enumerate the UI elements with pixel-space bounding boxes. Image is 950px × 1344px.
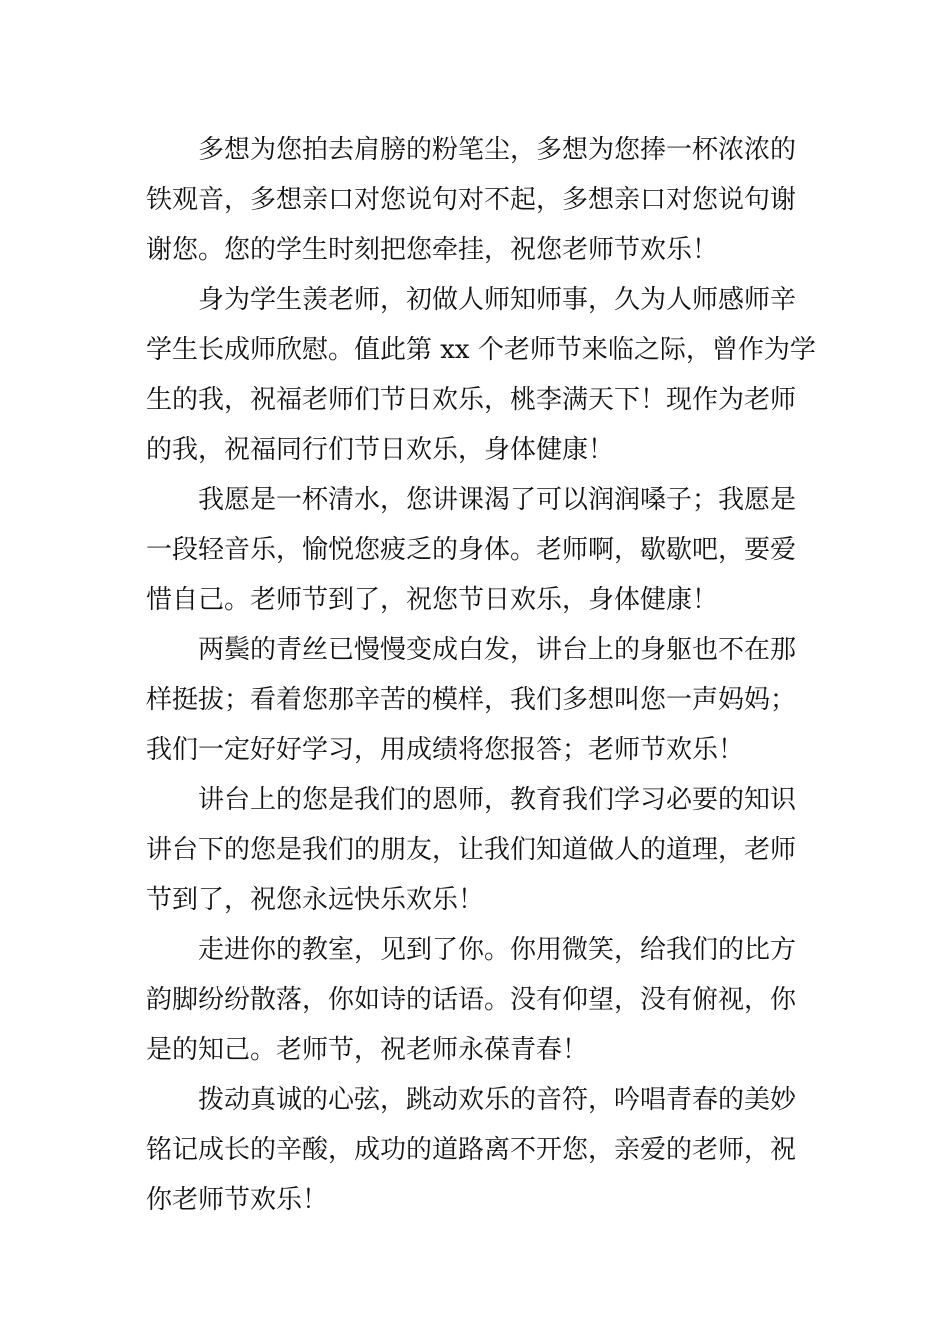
paragraph-line: 拨动真诚的心弦，跳动欢乐的音符，吟唱青春的美妙 — [198, 1085, 797, 1115]
paragraph-line: 学生长成师欣慰。值此第 xx 个老师节来临之际，曾作为学 — [146, 335, 816, 365]
paragraph-line: 走进你的教室，见到了你。你用微笑，给我们的比方 — [198, 935, 797, 965]
paragraph-line: 一段轻音乐，愉悦您疲乏的身体。老师啊，歇歇吧，要爱 — [146, 535, 797, 565]
document-body — [146, 125, 816, 1225]
paragraph-line: 讲台下的您是我们的朋友，让我们知道做人的道理，老师 — [146, 835, 797, 865]
paragraph-line: 铁观音，多想亲口对您说句对不起，多想亲口对您说句谢 — [146, 185, 797, 215]
paragraph-line: 样挺拔；看着您那辛苦的模样，我们多想叫您一声妈妈； — [146, 685, 797, 715]
paragraph-line: 节到了，祝您永远快乐欢乐！ — [146, 885, 485, 915]
paragraph-line: 讲台上的您是我们的恩师，教育我们学习必要的知识 — [198, 785, 797, 815]
paragraph-5 — [146, 775, 806, 925]
paragraph-line: 是的知己。老师节，祝老师永葆青春！ — [146, 1035, 589, 1065]
paragraph-4 — [146, 625, 806, 775]
paragraph-7 — [146, 1075, 806, 1225]
paragraph-line: 惜自己。老师节到了，祝您节日欢乐，身体健康！ — [146, 585, 719, 615]
paragraph-line: 两鬓的青丝已慢慢变成白发，讲台上的身躯也不在那 — [198, 635, 797, 665]
paragraph-line: 身为学生羡老师，初做人师知师事，久为人师感师辛 — [198, 285, 797, 315]
paragraph-line: 我愿是一杯清水，您讲课渴了可以润润嗓子；我愿是 — [198, 485, 797, 515]
paragraph-line: 生的我，祝福老师们节日欢乐，桃李满天下！现作为老师 — [146, 385, 797, 415]
paragraph-line: 的我，祝福同行们节日欢乐，身体健康！ — [146, 435, 615, 465]
paragraph-3 — [146, 475, 806, 625]
paragraph-2 — [146, 275, 816, 475]
paragraph-line: 多想为您拍去肩膀的粉笔尘，多想为您捧一杯浓浓的 — [198, 135, 797, 165]
paragraph-line: 你老师节欢乐！ — [146, 1185, 329, 1215]
paragraph-line: 铭记成长的辛酸，成功的道路离不开您，亲爱的老师，祝 — [146, 1135, 797, 1165]
paragraph-line: 韵脚纷纷散落，你如诗的话语。没有仰望，没有俯视，你 — [146, 985, 797, 1015]
paragraph-line: 谢您。您的学生时刻把您牵挂，祝您老师节欢乐！ — [146, 235, 719, 265]
paragraph-6 — [146, 925, 806, 1075]
paragraph-1 — [146, 125, 806, 275]
paragraph-line: 我们一定好好学习，用成绩将您报答；老师节欢乐！ — [146, 735, 745, 765]
